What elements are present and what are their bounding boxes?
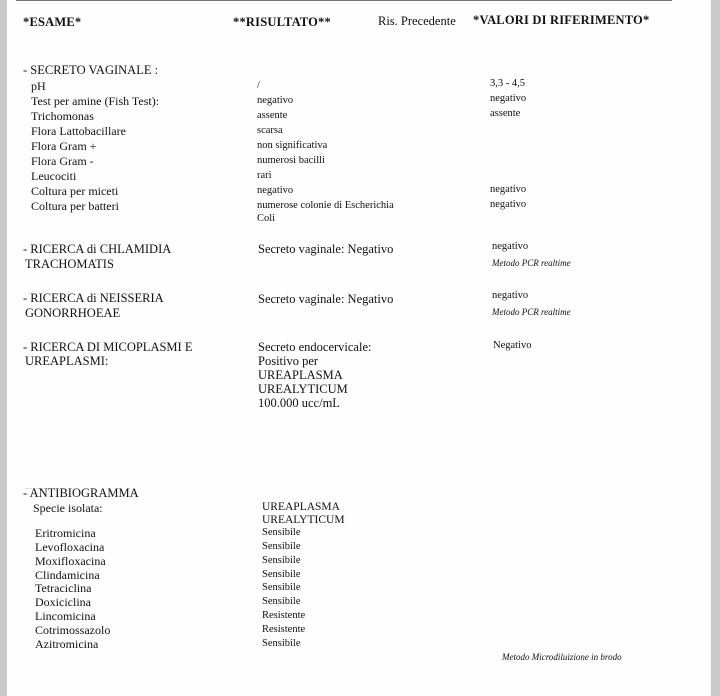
drug-result: Sensibile [262,638,301,649]
header-esame: *ESAME* [23,15,82,29]
neisseria-result: Secreto vaginale: Negativo [258,292,394,306]
row-result: negativo [257,95,294,106]
row-label: Flora Lattobacillare [31,124,126,138]
neisseria-ref: negativo [492,290,529,301]
row-label: Test per amine (Fish Test): [31,94,160,108]
micoplasmi-result-line: UREAPLASMA [258,368,343,382]
row-result: non significativa [257,140,328,151]
micoplasmi-result-line: Positivo per [258,354,319,368]
drug-result: Resistente [262,624,306,635]
drug-result: Resistente [262,610,306,621]
row-result-cont: Coli [257,213,276,224]
drug-name: Clindamicina [35,568,100,582]
row-ref: negativo [490,184,527,195]
row-result: / [257,80,260,91]
neisseria-method: Metodo PCR realtime [492,307,571,317]
row-result: assente [257,110,288,121]
drug-name: Doxiciclina [35,595,91,609]
species-line: UREALYTICUM [262,514,345,526]
section-title-neisseria-cont: GONORRHOEAE [25,306,121,320]
drug-result: Sensibile [262,527,301,538]
chlamidia-method: Metodo PCR realtime [492,258,571,268]
drug-result: Sensibile [262,541,301,552]
drug-result: Sensibile [262,569,301,580]
row-result: rari [257,170,272,181]
row-label: Flora Gram + [31,139,97,153]
drug-name: Levofloxacina [35,540,105,554]
row-label: Coltura per miceti [31,184,119,198]
chlamidia-ref: negativo [492,241,529,252]
chlamidia-result: Secreto vaginale: Negativo [258,242,394,256]
row-result: negativo [257,185,294,196]
header-precedente: Ris. Precedente [378,14,456,28]
row-result: numerose colonie di Escherichia [257,200,394,211]
species-label: Specie isolata: [33,501,103,515]
drug-name: Tetraciclina [35,581,92,595]
drug-result: Sensibile [262,596,301,607]
section-title-chlamidia-cont: TRACHOMATIS [25,257,114,271]
header-risultato: **RISULTATO** [233,15,332,29]
row-result: numerosi bacilli [257,155,325,166]
drug-name: Lincomicina [35,609,96,623]
header-riferimento: *VALORI DI RIFERIMENTO* [473,13,650,27]
drug-result: Sensibile [262,555,301,566]
drug-name: Moxifloxacina [35,554,106,568]
drug-name: Cotrimossazolo [35,623,111,637]
species-line: UREAPLASMA [262,501,340,513]
micoplasmi-result-line: UREALYTICUM [258,382,348,396]
drug-result: Sensibile [262,582,301,593]
drug-name: Azitromicina [35,637,99,651]
drug-name: Eritromicina [35,526,96,540]
row-ref: negativo [490,199,527,210]
row-ref: assente [490,108,521,119]
section-title-neisseria: - RICERCA di NEISSERIA [23,291,164,305]
row-result: scarsa [257,125,283,136]
row-label: Flora Gram - [31,154,94,168]
row-label: Trichomonas [31,109,94,123]
row-ref: negativo [490,93,527,104]
micoplasmi-result-line: Secreto endocervicale: [258,340,372,354]
section-title-secreto: - SECRETO VAGINALE : [23,63,159,77]
row-ref: 3,3 - 4,5 [490,78,525,89]
micoplasmi-ref: Negativo [493,340,532,351]
section-title-chlamidia: - RICERCA di CHLAMIDIA [23,242,172,256]
row-label: pH [31,79,46,93]
top-rule [16,0,672,1]
row-label: Coltura per batteri [31,199,119,213]
antibiogramma-method: Metodo Microdiluizione in brodo [502,652,622,662]
section-title-antibiogramma: - ANTIBIOGRAMMA [23,486,139,500]
row-label: Leucociti [31,169,77,183]
section-title-micoplasmi-cont: UREAPLASMI: [25,354,109,368]
micoplasmi-result-line: 100.000 ucc/mL [258,396,340,410]
section-title-micoplasmi: - RICERCA DI MICOPLASMI E [23,340,193,354]
report-page [7,0,711,696]
